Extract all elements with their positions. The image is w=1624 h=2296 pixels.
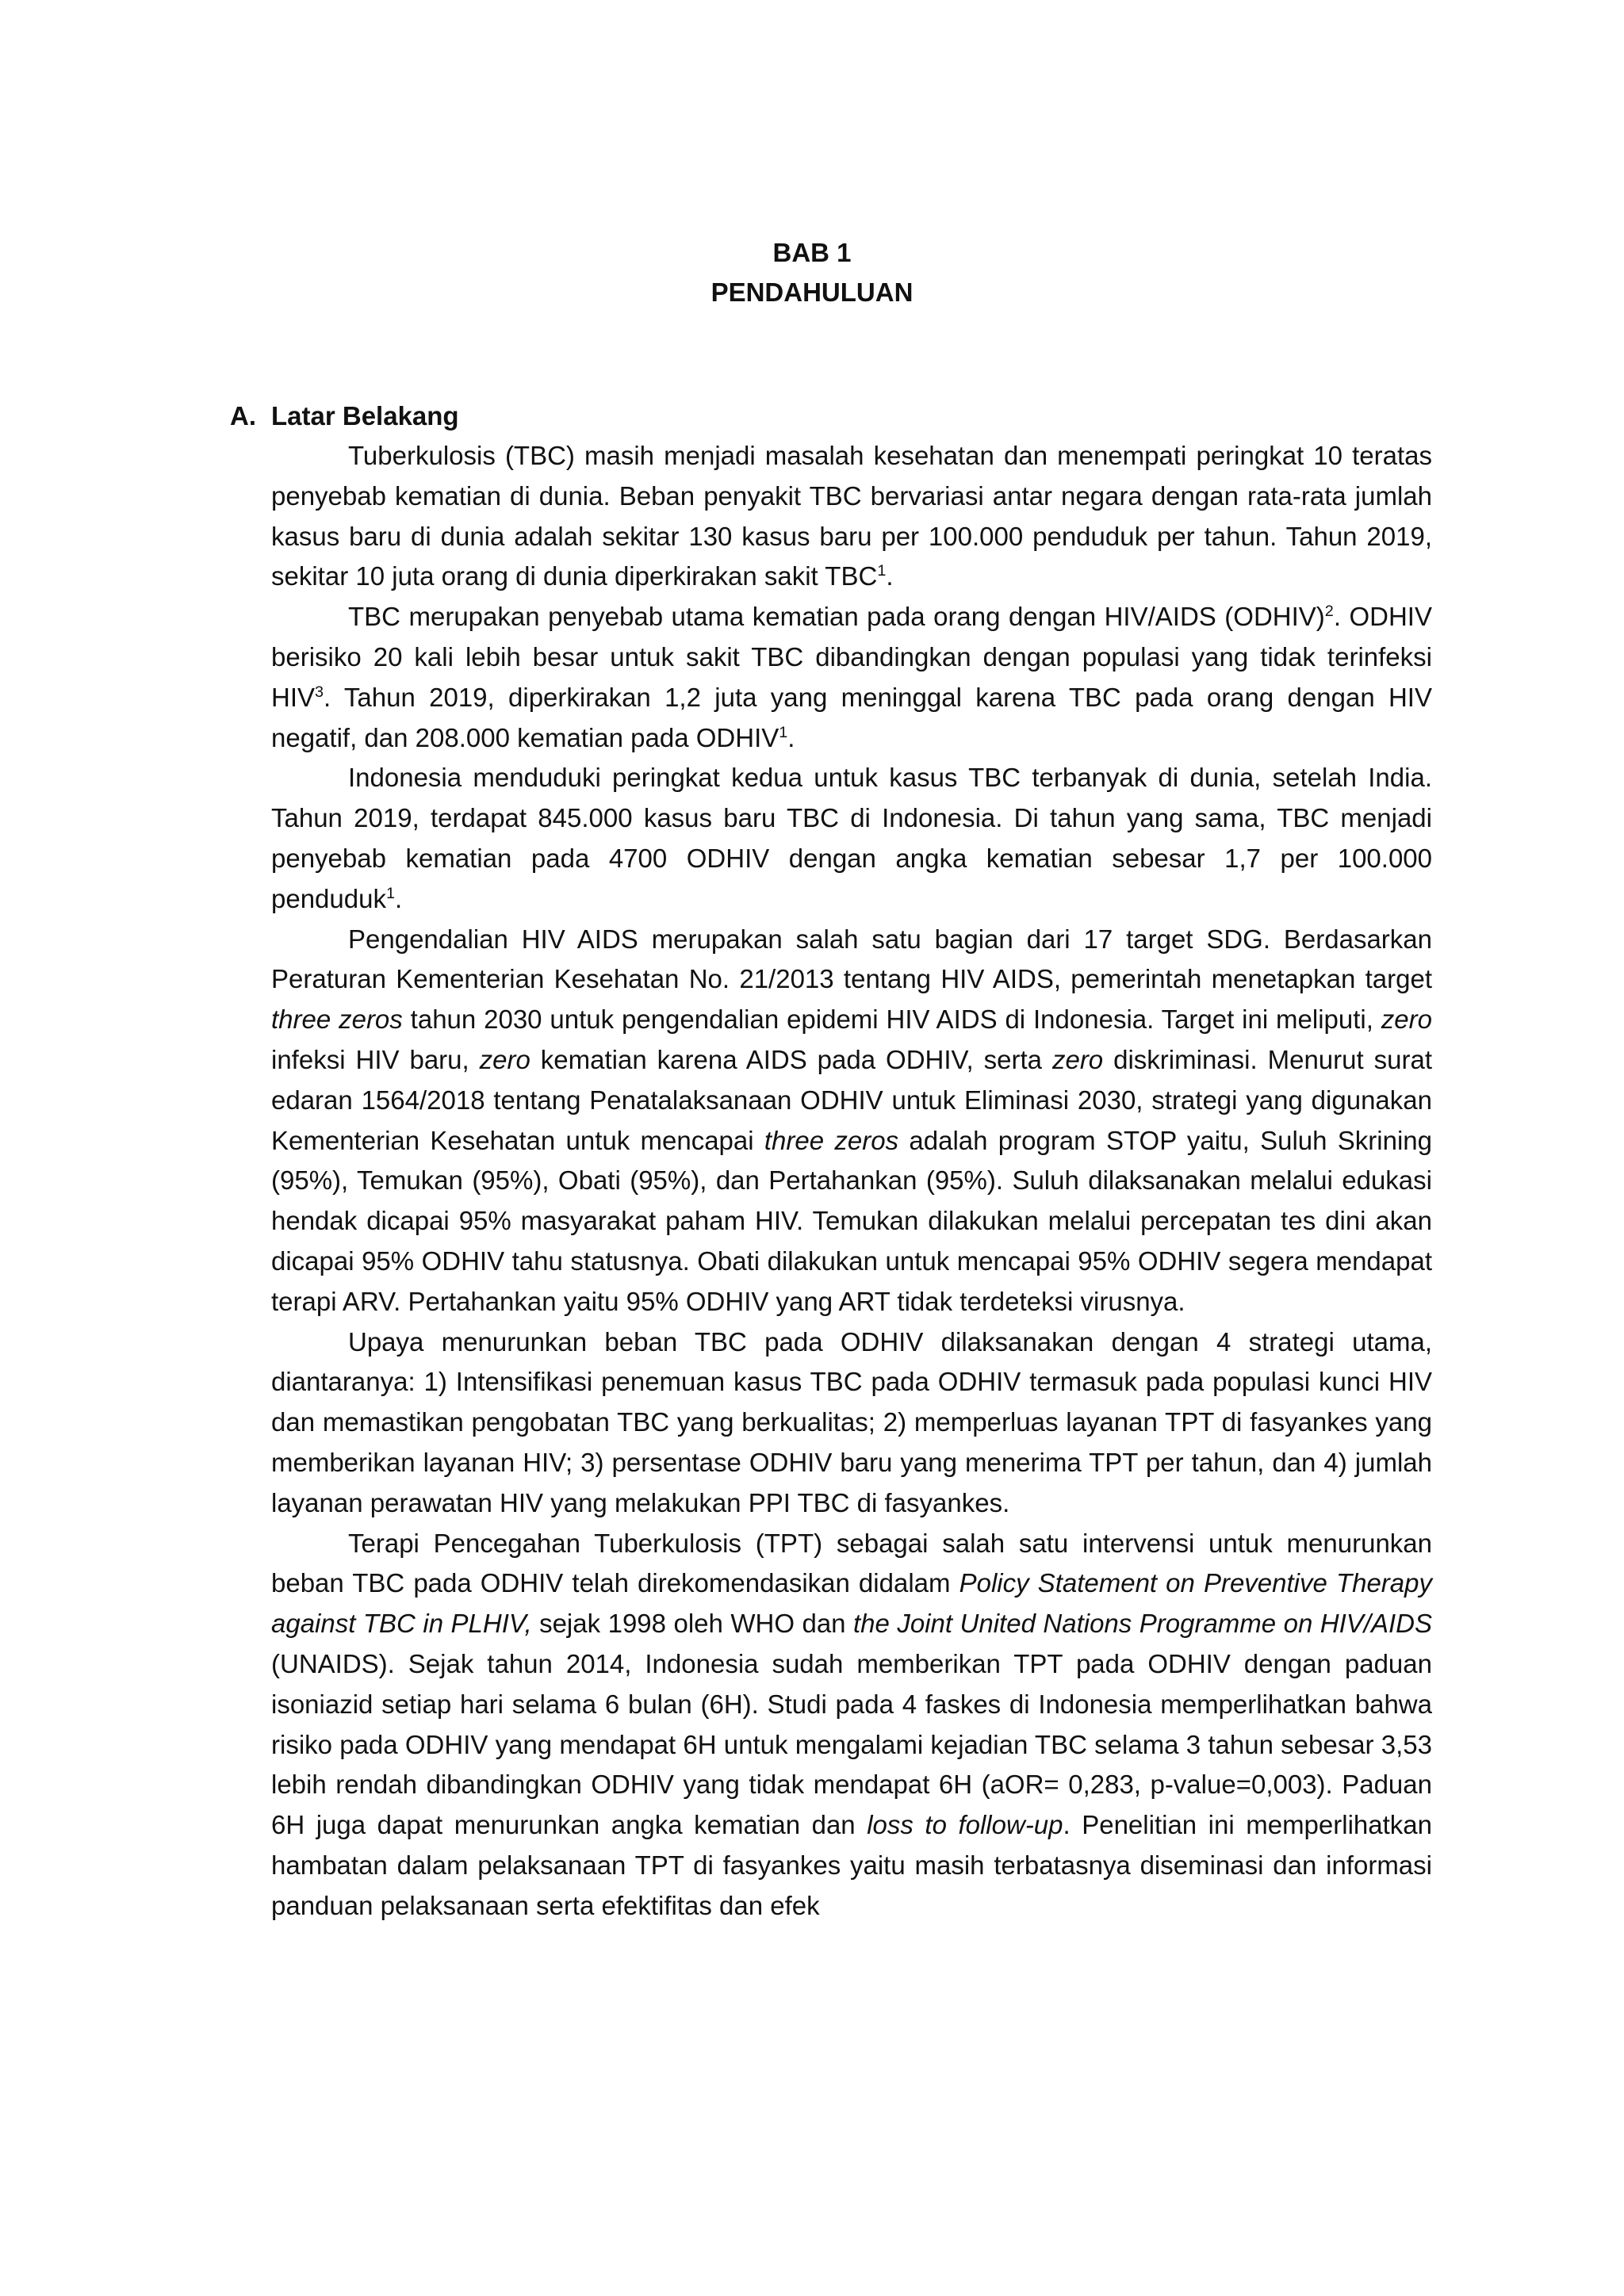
section-title: Latar Belakang [271, 401, 459, 430]
italic-text: Policy Statement on Preventive Therapy against TBC in PLHIV, [271, 1568, 1433, 1639]
paragraph-text: sejak 1998 oleh WHO dan [531, 1609, 853, 1639]
italic-text: loss to follow-up [867, 1810, 1063, 1840]
citation-superscript: 1 [779, 723, 788, 741]
paragraph-text: TBC merupakan penyebab utama kematian pada orang dengan HIV/AIDS (ODHIV) [348, 602, 1325, 632]
paragraph-text: (UNAIDS). Sejak tahun 2014, Indonesia sudah memberikan TPT pada ODHIV dengan paduan isoniazid setiap hari selama 6 bulan (6H). Studi pada 4 faskes di Indonesia memperlihatkan bahwa risiko pada ODHIV yang mendapat 6H untuk mengalami kejadian TBC selama 3 tahun sebesar 3,53 lebih rendah dibandingkan ODHIV yang tidak mendapat 6H (aOR= 0,283, p-value=0,003). Paduan 6H juga dapat menurunkan angka kematian dan [271, 1648, 1432, 1840]
italic-text: three zeros [271, 1004, 403, 1035]
paragraph-text: diskriminasi. Menurut surat edaran 1564/2018 tentang Penatalaksanaan ODHIV untuk Eliminasi 2030, strategi yang digunakan Kementerian Kesehatan untuk mencapai [271, 1044, 1432, 1155]
citation-superscript: 1 [385, 884, 395, 902]
italic-text: three zeros [764, 1125, 899, 1155]
paragraph-text: kematian karena AIDS pada ODHIV, serta [530, 1044, 1052, 1074]
paragraph-text: infeksi HIV baru, [271, 1044, 480, 1074]
italic-text: the Joint United Nations Programme on HIV/AIDS [853, 1609, 1432, 1639]
citation-superscript: 1 [877, 562, 887, 580]
chapter-number: BAB 1 [772, 238, 852, 267]
paragraph-text: Tuberkulosis (TBC) masih menjadi masalah kesehatan dan menempati peringkat 10 teratas penyebab kematian di dunia. Beban penyakit TBC bervariasi antar negara dengan rata-rata jumlah kasus baru di dunia adalah sekitar 130 kasus baru per 100.000 penduduk per tahun. Tahun 2019, sekitar 10 juta orang di dunia diperkirakan sakit TBC [271, 441, 1432, 591]
citation-superscript: 2 [1324, 603, 1334, 621]
paragraph-text: . [395, 883, 403, 913]
body-text [271, 436, 1432, 1926]
section-heading [230, 396, 459, 436]
paragraph-text: Pengendalian HIV AIDS merupakan salah satu bagian dari 17 target SDG. Berdasarkan Peraturan Kementerian Kesehatan No. 21/2013 tentang HIV AIDS, pemerintah menetapkan target [271, 924, 1432, 994]
paragraph-text: Indonesia menduduki peringkat kedua untuk kasus TBC terbanyak di dunia, setelah India. Tahun 2019, terdapat 845.000 kasus baru TBC di Indonesia. Di tahun yang sama, TBC menjadi penyebab kematian pada 4700 ODHIV dengan angka kematian sebesar 1,7 per 100.000 penduduk [271, 763, 1432, 913]
italic-text: zero [1381, 1004, 1432, 1035]
body-paragraph [271, 436, 1432, 597]
body-paragraph [271, 920, 1432, 1322]
paragraph-text: . Tahun 2019, diperkirakan 1,2 juta yang meninggal karena TBC pada orang dengan HIV negatif, dan 208.000 kematian pada ODHIV [271, 682, 1432, 752]
paragraph-text: Upaya menurunkan beban TBC pada ODHIV dilaksanakan dengan 4 strategi utama, diantaranya: 1) Intensifikasi penemuan kasus TBC pada ODHIV termasuk pada populasi kunci HIV dan memastikan pengobatan TBC yang berkualitas; 2) memperluas layanan TPT di fasyankes yang memberikan layanan HIV; 3) persentase ODHIV baru yang menerima TPT per tahun, dan 4) jumlah layanan perawatan HIV yang melakukan PPI TBC di fasyankes. [271, 1326, 1432, 1517]
italic-text: zero [1051, 1044, 1104, 1074]
citation-superscript: 3 [315, 683, 324, 701]
paragraph-text: . ODHIV berisiko 20 kali lebih besar untuk sakit TBC dibandingkan dengan populasi yang tidak terinfeksi HIV [271, 602, 1432, 712]
body-paragraph [271, 1524, 1432, 1927]
section-letter: A. [230, 401, 256, 430]
italic-text: zero [479, 1044, 530, 1074]
paragraph-text: Terapi Pencegahan Tuberkulosis (TPT) sebagai salah satu intervensi untuk menurunkan beban TBC pada ODHIV telah direkomendasikan didalam [271, 1528, 1432, 1598]
body-paragraph [271, 597, 1432, 758]
body-paragraph [271, 758, 1432, 919]
paragraph-text: adalah program STOP yaitu, Suluh Skrining (95%), Temukan (95%), Obati (95%), dan Pertahankan (95%). Suluh dilaksanakan melalui edukasi hendak dicapai 95% masyarakat paham HIV. Temukan dilakukan melalui percepatan tes dini akan dicapai 95% ODHIV tahu statusnya. Obati dilakukan untuk mencapai 95% ODHIV segera mendapat terapi ARV. Pertahankan yaitu 95% ODHIV yang ART tidak terdeteksi virusnya. [271, 1125, 1432, 1316]
paragraph-text: . [886, 561, 894, 591]
paragraph-text: . Penelitian ini memperlihatkan hambatan dalam pelaksanaan TPT di fasyankes yaitu masih terbatasnya diseminasi dan informasi panduan pelaksanaan serta efektifitas dan efek [271, 1810, 1432, 1920]
chapter-title: PENDAHULUAN [710, 277, 914, 307]
body-paragraph [271, 1322, 1432, 1524]
paragraph-text: tahun 2030 untuk pengendalian epidemi HIV AIDS di Indonesia. Target ini meliputi, [402, 1004, 1381, 1035]
paragraph-text: . [787, 722, 795, 752]
